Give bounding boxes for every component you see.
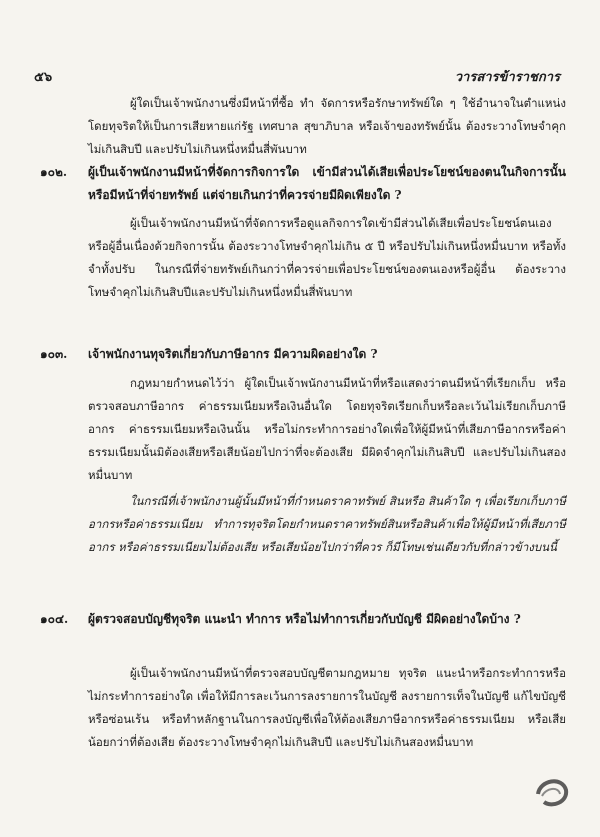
ink-smudge: [532, 772, 572, 812]
paragraph-intro: ผู้ใดเป็นเจ้าพนักงานซึ่งมีหน้าที่ซื้อ ทำ จัดการหรือรักษาทรัพย์ใด ๆ ใช้อำนาจในตำแหน่งโดยทุจริตให้เป็นการเสียหายแก่รัฐ เทศบาล สุขาภิบาล หรือเจ้าของทรัพย์นั้น ต้องระวางโทษจำคุกไม่เกินสิบปี และปรับไม่เกินหนึ่งหมื่นสี่พันบาท: [88, 96, 566, 156]
question-number-104: ๑๐๔.: [40, 612, 69, 626]
answer-102: ผู้เป็นเจ้าพนักงานมีหน้าที่จัดการหรือดูแลกิจการใดเข้ามีส่วนได้เสียเพื่อประโยชน์ตนเองหรือผู้อื่นเนื่องด้วยกิจการนั้น ต้องระวางโทษจำคุกไม่เกิน ๕ ปี หรือปรับไม่เกินหนึ่งหมื่นบาท หรือทั้งจำทั้งปรับ ในกรณีที่จ่ายทรัพย์เกินกว่าที่ควรจ่ายเพื่อประโยชน์ของตนเองหรือผู้อื่น ต้องระวางโทษจำคุกไม่เกินสิบปีและปรับไม่เกินหนึ่งหมื่นสี่พันบาท: [88, 216, 566, 299]
page-number: ๕๖: [34, 70, 53, 85]
question-number-103: ๑๐๓.: [40, 347, 68, 361]
question-102: ผู้เป็นเจ้าพนักงานมีหน้าที่จัดการกิจการใด เข้ามีส่วนได้เสียเพื่อประโยชน์ของตนในกิจการนั้นหรือมีหน้าที่จ่ายทรัพย์ แต่จ่ายเกินกว่าที่ควรจ่ายมีผิดเพียงใด ?: [88, 165, 566, 202]
answer-103-a: กฎหมายกำหนดไว้ว่า ผู้ใดเป็นเจ้าพนักงานมีหน้าที่หรือแสดงว่าตนมีหน้าที่เรียกเก็บ หรือตรวจสอบภาษีอากร ค่าธรรมเนียมหรือเงินอื่นใด โดยทุจริตเรียกเก็บหรือละเว้นไม่เรียกเก็บภาษีอากร ค่าธรรมเนียมหรือเงินนั้น หรือไม่กระทำการอย่างใดเพื่อให้ผู้มีหน้าที่เสียภาษีอากรหรือค่าธรรมเนียมนั้นมิต้องเสียหรือเสียน้อยไปกว่าที่จะต้องเสีย มีผิดจำคุกไม่เกินสิบปี และปรับไม่เกินสองหมื่นบาท: [88, 376, 566, 482]
answer-104: ผู้เป็นเจ้าพนักงานมีหน้าที่ตรวจสอบบัญชีตามกฎหมาย ทุจริต แนะนำหรือกระทำการหรือไม่กระทำการอย่างใด เพื่อให้มีการละเว้นการลงรายการในบัญชี ลงรายการเท็จในบัญชี แก้ไขบัญชี หรือซ่อนเร้น หรือทำหลักฐานในการลงบัญชีเพื่อให้ต้องเสียภาษีอากรหรือค่าธรรมเนียม หรือเสียน้อยกว่าที่ต้องเสีย ต้องระวางโทษจำคุกไม่เกินสิบปี และปรับไม่เกินสองหมื่นบาท: [88, 666, 566, 749]
question-103: เจ้าพนักงานทุจริตเกี่ยวกับภาษีอากร มีความผิดอย่างใด ?: [88, 347, 378, 361]
running-head: วารสารข้าราชการ: [454, 70, 560, 85]
question-104: ผู้ตรวจสอบบัญชีทุจริต แนะนำ ทำการ หรือไม่ทำการเกี่ยวกับบัญชี มีผิดอย่างใดบ้าง ?: [88, 612, 521, 626]
answer-103-b: ในกรณีที่เจ้าพนักงานผู้นั้นมีหน้าที่กำหนดราคาทรัพย์ สินหรือ สินค้าใด ๆ เพื่อเรียกเก็บภาษีอากรหรือค่าธรรมเนียม ทำการทุจริตโดยกำหนดราคาทรัพย์สินหรือสินค้าเพื่อให้ผู้มีหน้าที่เสียภาษีอากร หรือค่าธรรมเนียมไม่ต้องเสีย หรือเสียน้อยไปกว่าที่ควร ก็มีโทษเช่นเดียวกับที่กล่าวข้างบนนี้: [88, 494, 566, 554]
question-number-102: ๑๐๒.: [40, 165, 68, 179]
